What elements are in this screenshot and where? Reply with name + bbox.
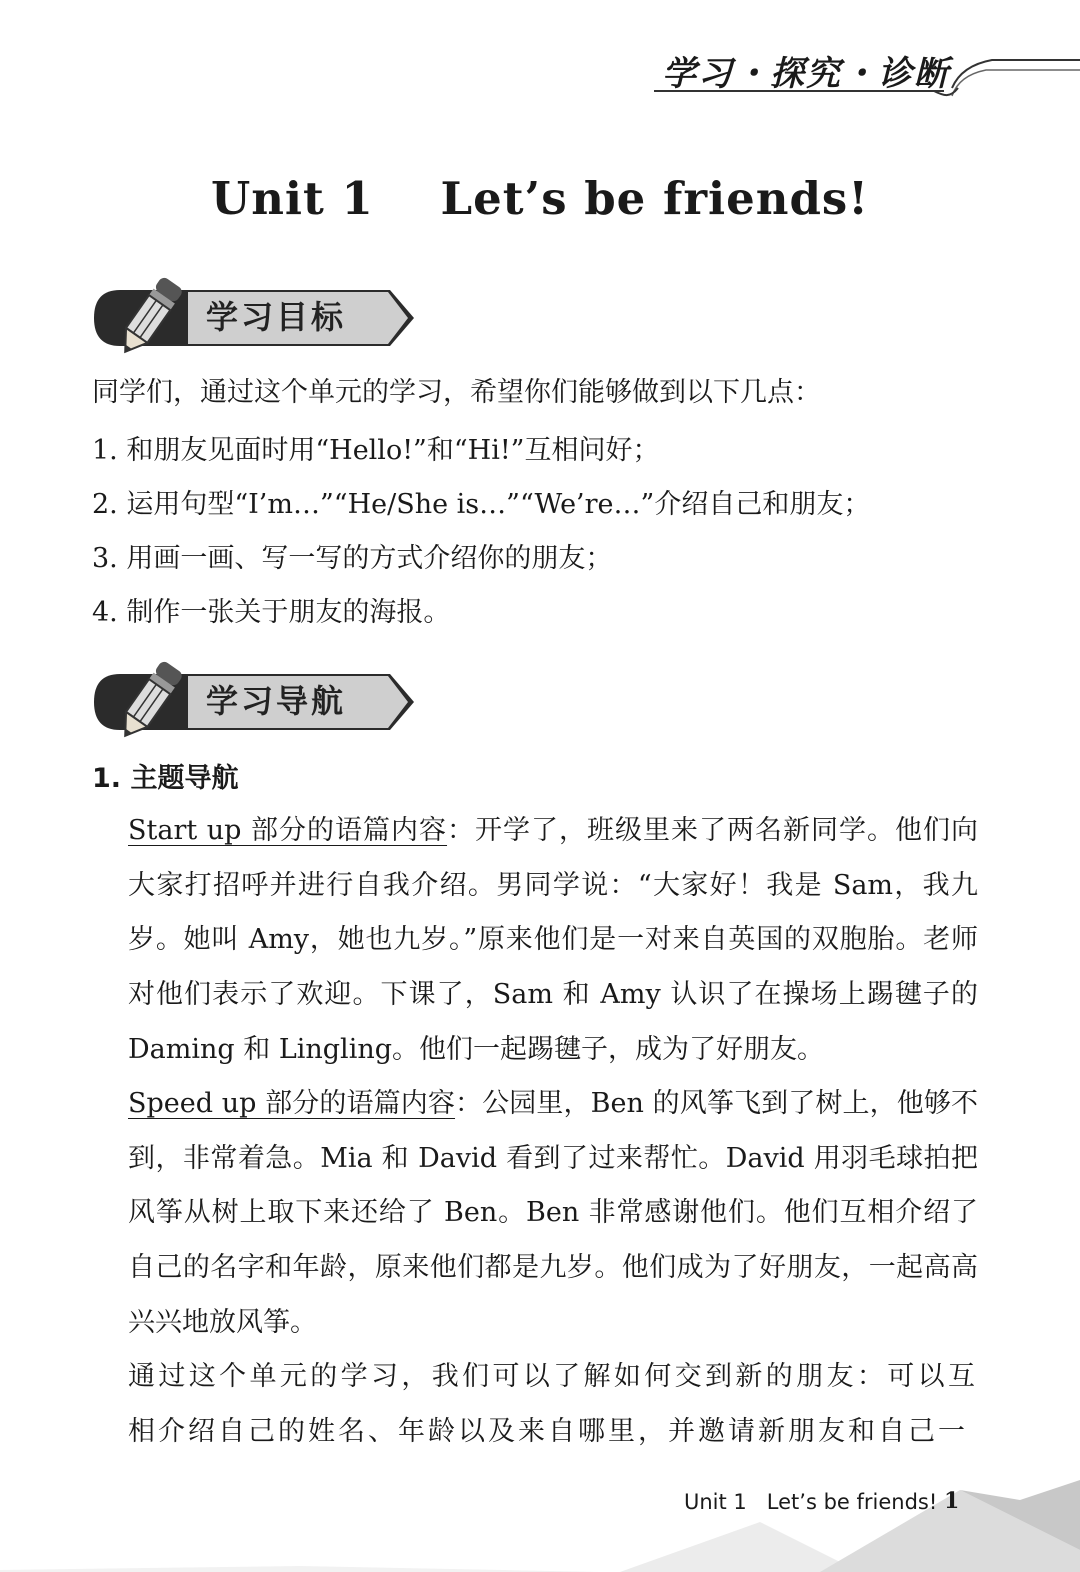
start-up-text: ：开学了，班级里来了两名新同学。他们向大家打招呼并进行自我介绍。男同学说：“大家好！我是 Sam，我九岁。她叫 Amy，她也九岁。”原来他们是一对来自英国的双胞胎。老师对他们表示了欢迎。下课了，Sam 和 Amy 认识了在操场上踢毽子的 Daming 和 Lingling。他们一起踢毽子，成为了好朋友。 — [128, 815, 978, 1065]
start-up-paragraph — [128, 804, 978, 1078]
unit-name: Let’s be friends! — [440, 172, 870, 225]
goal-item-3: 3. 用画一画、写一写的方式介绍你的朋友； — [92, 543, 613, 574]
speed-up-text: ：公园里，Ben 的风筝飞到了树上，他够不到，非常着急。Mia 和 David 看到了过来帮忙。David 用羽毛球拍把风筝从树上取下来还给了 Ben。Ben 非常感谢他们。他们互相介绍了自己的名字和年龄，原来他们都是九岁。他们成为了好朋友，一起高高兴兴地放风筝。 — [128, 1088, 979, 1338]
guide-banner — [90, 650, 420, 740]
goals-banner — [90, 266, 420, 356]
goals-heading: 学习目标 — [206, 298, 347, 336]
speed-up-label: Speed up 部分的语篇内容 — [128, 1088, 456, 1119]
theme-guide-heading: 1. 主题导航 — [92, 763, 239, 794]
header-tag — [652, 44, 1080, 102]
goal-item-4: 4. 制作一张关于朋友的海报。 — [92, 597, 451, 628]
summary-paragraph: 通过这个单元的学习，我们可以了解如何交到新的朋友：可以互相介绍自己的姓名、年龄以及来自哪里，并邀请新朋友和自己一 — [128, 1361, 978, 1447]
unit-number: Unit 1 — [210, 172, 374, 225]
goal-item-1: 1. 和朋友见面时用“Hello!”和“Hi!”互相问好； — [92, 435, 660, 466]
footer-running-title: Unit 1 Let’s be friends! — [684, 1490, 938, 1514]
unit-title — [0, 172, 1080, 225]
footer-decoration — [0, 1470, 1080, 1572]
goal-item-2: 2. 运用句型“I’m…”“He/She is…”“We’re…”介绍自己和朋友； — [92, 489, 871, 520]
page-number: 1 — [944, 1488, 960, 1514]
guide-heading: 学习导航 — [206, 682, 347, 720]
speed-up-paragraph — [128, 1077, 978, 1351]
start-up-label: Start up 部分的语篇内容 — [128, 815, 448, 846]
goals-intro: 同学们，通过这个单元的学习，希望你们能够做到以下几点： — [92, 377, 821, 408]
header-tag-text: 学习・探究・诊断 — [662, 54, 950, 94]
